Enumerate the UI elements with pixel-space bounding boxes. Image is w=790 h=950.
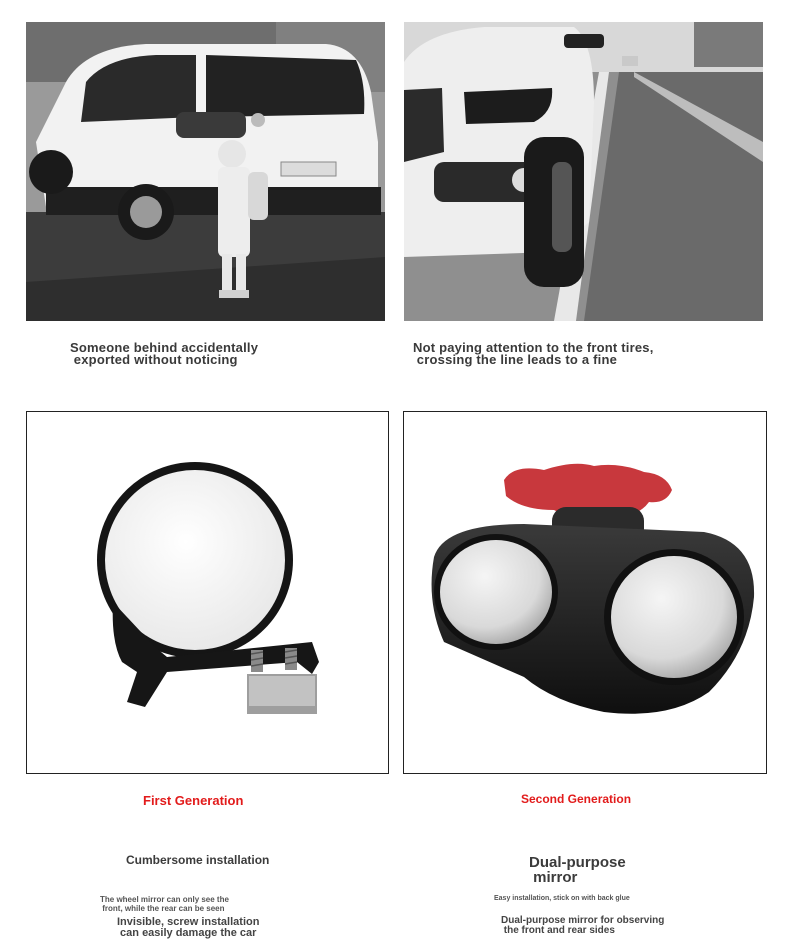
first-generation-note: Invisible, screw installation can easily damage the car xyxy=(117,916,260,939)
second-generation-title: Second Generation xyxy=(521,792,632,806)
photo-child-caption: Someone behind accidentally exported without noticing xyxy=(70,340,259,367)
second-generation-product-frame xyxy=(403,411,767,774)
photo-child-behind-car xyxy=(26,22,385,321)
first-generation-detail: The wheel mirror can only see the front, while the rear can be seen xyxy=(100,895,229,913)
second-generation-detail: Easy installation, stick on with back glue xyxy=(494,895,630,902)
photo-front-tire-line xyxy=(404,22,763,321)
first-generation-headline: Cumbersome installation xyxy=(126,853,270,867)
second-generation-note: Dual-purpose mirror for observing the front and rear sides xyxy=(501,915,665,936)
second-generation-headline: Dual-purpose mirror xyxy=(529,854,626,886)
dual-purpose-mirror-image xyxy=(404,412,766,773)
first-generation-product-frame xyxy=(26,411,389,774)
first-generation-title: First Generation xyxy=(143,793,244,808)
photo-child-behind-car-art xyxy=(26,22,385,321)
photo-front-tire-line-art xyxy=(404,22,763,321)
round-wheel-mirror-image xyxy=(27,412,388,773)
photo-tire-caption: Not paying attention to the front tires, crossing the line leads to a fine xyxy=(413,340,654,367)
